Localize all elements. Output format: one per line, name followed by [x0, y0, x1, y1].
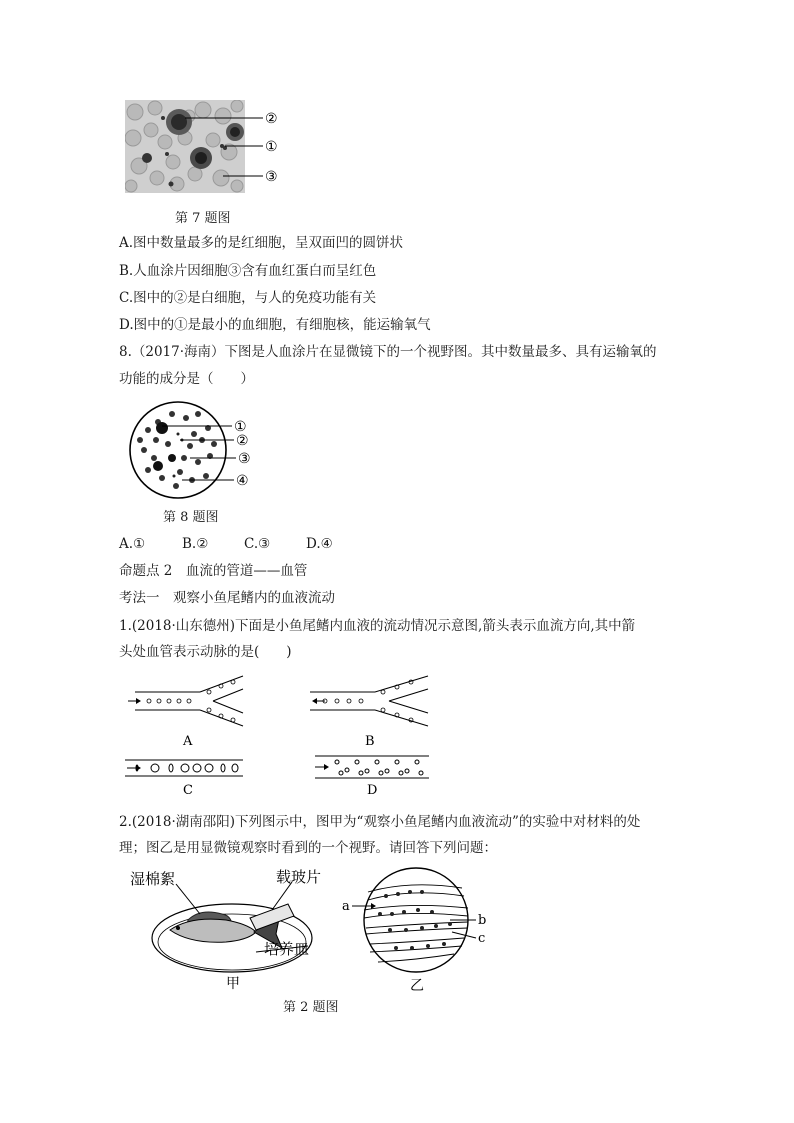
blood-smear-circle: [128, 400, 268, 502]
q7-label-3: ③: [265, 169, 278, 185]
vessel-label-a: A: [183, 734, 193, 749]
vessel-label-c: C: [183, 783, 193, 796]
q1-figures: [125, 672, 445, 796]
q8-option-c: C.③: [244, 536, 271, 552]
q8-label-3: ③: [238, 451, 251, 467]
vessel-label-b: B: [365, 734, 375, 749]
q2-stem-line2: 理；图乙是用显微镜观察时看到的一个视野。请回答下列问题：: [119, 840, 497, 856]
q7-option-c: C.图中的②是白细胞，与人的免疫功能有关: [119, 290, 377, 306]
q7-option-b: B.人血涂片因细胞③含有血红蛋白而呈红色: [119, 263, 377, 279]
q7-caption: 第 7 题图: [175, 211, 231, 226]
q8-caption: 第 8 题图: [163, 510, 219, 525]
arrow-a: [128, 698, 141, 704]
vessel-label-d: D: [367, 783, 378, 796]
q8-stem-line2: 功能的成分是（ ）: [119, 371, 254, 387]
q7-label-2: ②: [265, 111, 278, 127]
label-dish: 培养皿: [264, 940, 310, 958]
q7-label-1: ①: [265, 139, 278, 155]
arrow-b: [312, 698, 325, 704]
q8-options: [119, 535, 333, 553]
fig-yi-name: 乙: [410, 978, 424, 994]
vessel-d: [315, 756, 429, 778]
blood-vessel-diagrams: [125, 672, 445, 796]
arrow-d: [315, 764, 329, 770]
q2-figure-yi: [340, 862, 500, 997]
q2-stem-line1: 2.(2018·湖南邵阳)下列图示中，图甲为“观察小鱼尾鳍内血液流动”的实验中对材料的处: [119, 814, 641, 830]
q7-figure: [125, 100, 295, 195]
q8-label-4: ④: [236, 473, 249, 489]
q8-option-d: D.④: [306, 536, 333, 552]
arrow-c: [127, 765, 141, 771]
fish-in-dish-diagram: [130, 868, 340, 993]
q8-label-1: ①: [234, 419, 247, 435]
q8-option-b: B.②: [182, 536, 209, 552]
q8-option-a: A.①: [119, 536, 146, 552]
label-c: c: [478, 931, 486, 946]
label-b: b: [478, 913, 487, 928]
q1-stem-line2: 头处血管表示动脉的是( ): [119, 644, 292, 660]
q8-stem-line1: 8.（2017·海南）下图是人血涂片在显微镜下的一个视野图。其中数量最多、具有运输氧的: [119, 344, 657, 360]
label-slide: 载玻片: [276, 868, 322, 886]
vessel-c: [125, 760, 243, 776]
microscope-view-diagram: [340, 862, 500, 997]
q7-option-a: A.图中数量最多的是红细胞，呈双面凹的圆饼状: [119, 235, 404, 251]
q8-figure: [128, 400, 268, 502]
q2-caption: 第 2 题图: [283, 1000, 339, 1015]
blood-smear-photo: [125, 100, 295, 195]
q2-figure-jia: [130, 868, 340, 993]
label-a: a: [342, 899, 350, 914]
q1-stem-line1: 1.(2018·山东德州)下面是小鱼尾鳍内血液的流动情况示意图,箭头表示血流方向,其中箭: [119, 618, 636, 634]
q7-option-d: D.图中的①是最小的血细胞，有细胞核，能运输氧气: [119, 317, 431, 333]
label-cotton: 湿棉絮: [130, 870, 176, 888]
fig-jia-name: 甲: [226, 976, 240, 992]
q8-label-2: ②: [236, 433, 249, 449]
section-method: 考法一 观察小鱼尾鳍内的血液流动: [119, 590, 335, 606]
section-topic: 命题点 2 血流的管道——血管: [119, 563, 308, 579]
